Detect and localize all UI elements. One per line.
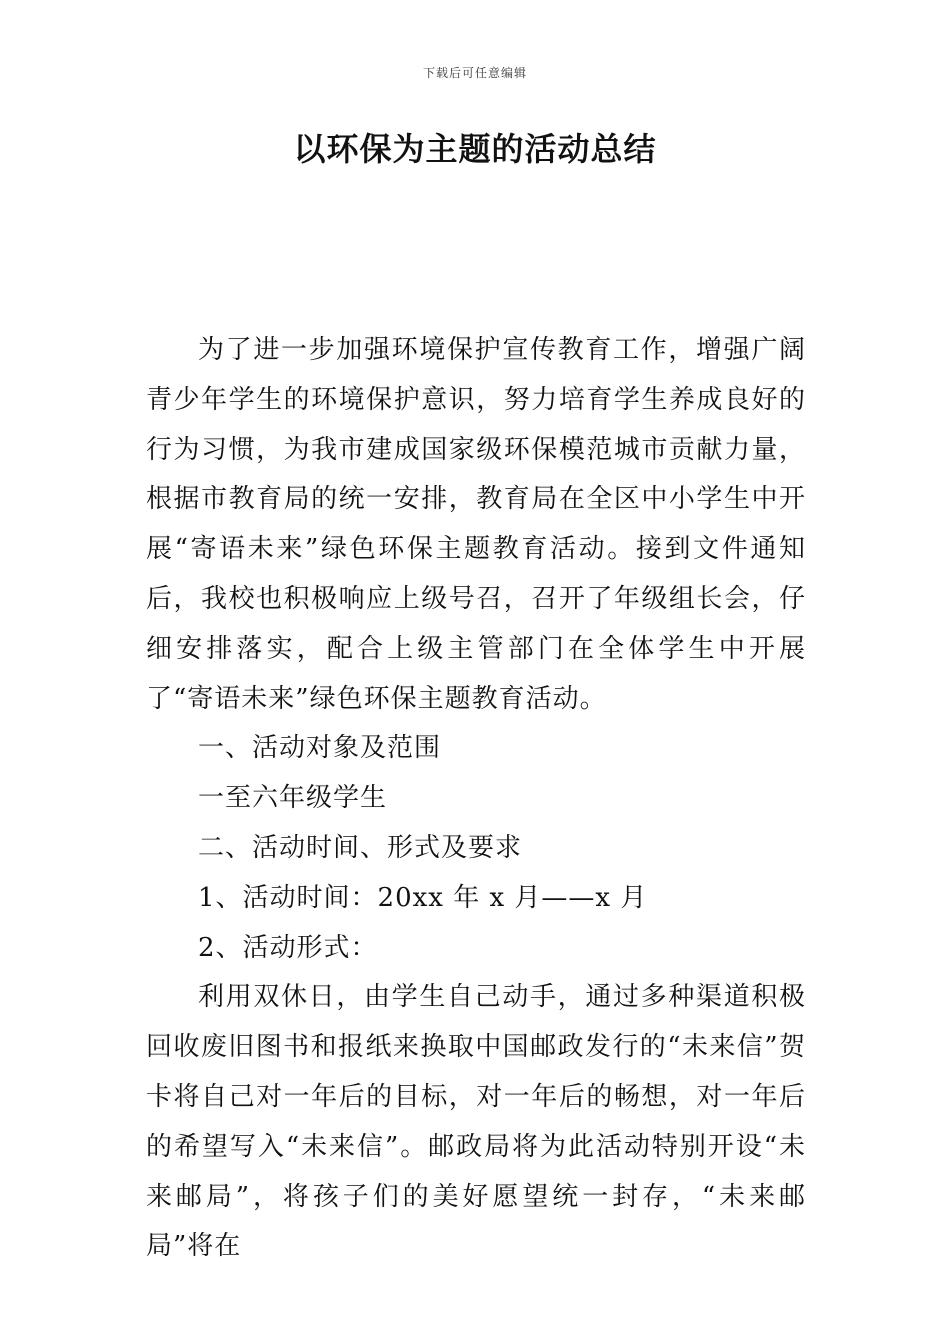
form-detail-paragraph: 利用双休日，由学生自己动手，通过多种渠道积极回收废旧图书和报纸来换取中国邮政发行的“未来信”贺卡将自己对一年后的目标，对一年后的畅想，对一年后的希望写入“未来信”。邮政局将为此活动特别开设“未来邮局”，将孩子们的美好愿望统一封存，“未来邮局”将在 bbox=[146, 982, 806, 1262]
document-body bbox=[146, 326, 806, 1272]
section-heading-targets: 一、活动对象及范围 bbox=[198, 733, 442, 764]
item-activity-form: 2、活动形式： bbox=[198, 932, 378, 963]
document-title: 以环保为主题的活动总结 bbox=[293, 130, 657, 168]
intro-paragraph: 为了进一步加强环境保护宣传教育工作，增强广阔青少年学生的环境保护意识，努力培育学生养成良好的行为习惯，为我市建成国家级环保模范城市贡献力量，根据市教育局的统一安排，教育局在全区中小学生中开展“寄语未来”绿色环保主题教育活动。接到文件通知后，我校也积极响应上级号召，召开了年级组长会，仔细安排落实，配合上级主管部门在全体学生中开展了“寄语未来”绿色环保主题教育活动。 bbox=[146, 335, 806, 714]
section-content-targets: 一至六年级学生 bbox=[198, 783, 388, 814]
section-heading-time-form: 二、活动时间、形式及要求 bbox=[198, 832, 523, 863]
item-activity-time: 1、活动时间：20xx 年 x 月——x 月 bbox=[198, 882, 648, 913]
header-note: 下载后可任意编辑 bbox=[422, 66, 527, 80]
